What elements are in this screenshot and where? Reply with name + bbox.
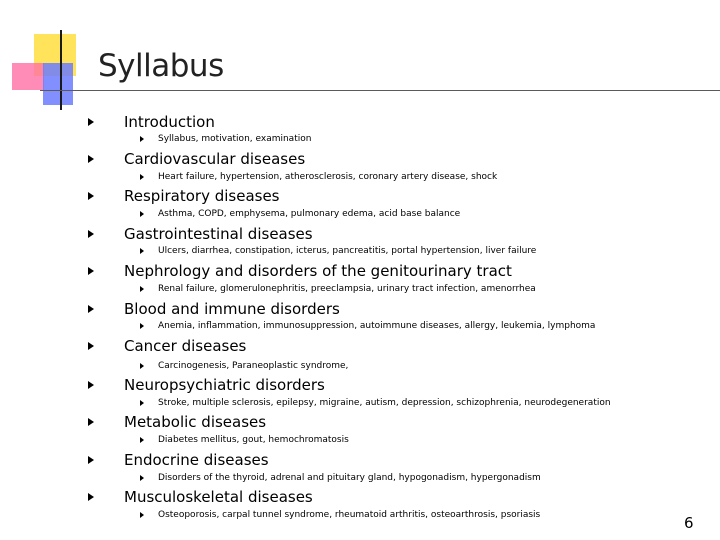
bullet-arrow-icon [88,381,94,389]
bullet-arrow-icon [140,437,144,443]
topic-label: Respiratory diseases [124,187,280,205]
bullet-arrow-icon [140,174,144,180]
subtopic-label: Ulcers, diarrhea, constipation, icterus, pancreatitis, portal hypertension, liver failure [158,246,537,256]
slide-title: Syllabus [98,48,224,84]
bullet-arrow-icon [88,118,94,126]
bullet-arrow-icon [88,305,94,313]
bullet-arrow-icon [140,211,144,217]
topic-label: Cancer diseases [124,337,247,355]
bullet-arrow-icon [140,248,144,254]
bullet-arrow-icon [140,136,144,142]
subtopic-item [140,207,460,221]
topic-label: Gastrointestinal diseases [124,225,313,243]
subtopic-label: Carcinogenesis, Paraneoplastic syndrome, [158,361,349,371]
topic-label: Endocrine diseases [124,451,269,469]
topic-item [88,487,313,507]
bullet-arrow-icon [88,267,94,275]
subtopic-label: Syllabus, motivation, examination [158,134,312,144]
bullet-arrow-icon [88,230,94,238]
subtopic-label: Stroke, multiple sclerosis, epilepsy, migraine, autism, depression, schizophrenia, neurodegeneration [158,398,611,408]
topic-item [88,112,215,132]
topic-item [88,336,246,356]
topic-item [88,299,340,319]
subtopic-item [140,471,541,485]
decor-vertical-line [60,30,62,110]
topic-label: Blood and immune disorders [124,300,340,318]
subtopic-label: Asthma, COPD, emphysema, pulmonary edema, acid base balance [158,209,461,219]
topic-item [88,224,313,244]
topic-label: Musculoskeletal diseases [124,488,313,506]
subtopic-label: Osteoporosis, carpal tunnel syndrome, rheumatoid arthritis, osteoarthrosis, psoriasis [158,510,541,520]
subtopic-item [140,282,536,296]
topic-label: Nephrology and disorders of the genitourinary tract [124,262,512,280]
bullet-arrow-icon [88,342,94,350]
bullet-arrow-icon [140,323,144,329]
subtopic-label: Anemia, inflammation, immunosuppression, autoimmune diseases, allergy, leukemia, lymphoma [158,321,596,331]
bullet-arrow-icon [140,363,144,369]
subtopic-item [140,132,311,146]
subtopic-item [140,319,595,333]
subtopic-label: Disorders of the thyroid, adrenal and pituitary gland, hypogonadism, hypergonadism [158,473,541,483]
topic-label: Cardiovascular diseases [124,150,306,168]
subtopic-item [140,433,349,447]
page-number: 6 [684,514,694,532]
bullet-arrow-icon [140,512,144,518]
bullet-arrow-icon [140,400,144,406]
topic-label: Introduction [124,113,215,131]
bullet-arrow-icon [88,155,94,163]
subtopic-label: Diabetes mellitus, gout, hemochromatosis [158,435,349,445]
topic-label: Metabolic diseases [124,413,267,431]
bullet-arrow-icon [88,418,94,426]
bullet-arrow-icon [88,456,94,464]
subtopic-item [140,170,497,184]
subtopic-item [140,508,540,522]
bullet-arrow-icon [88,192,94,200]
decor-pink-square [12,63,44,90]
subtopic-item [140,244,536,258]
topic-label: Neuropsychiatric disorders [124,376,325,394]
topic-item [88,186,280,206]
title-underline [40,90,720,91]
topic-item [88,261,512,281]
topic-item [88,412,266,432]
subtopic-item [140,396,611,410]
bullet-arrow-icon [88,493,94,501]
topic-item [88,149,305,169]
decor-blue-square [43,63,73,105]
subtopic-label: Renal failure, glomerulonephritis, preeclampsia, urinary tract infection, amenorrhea [158,284,536,294]
topic-item [88,450,269,470]
bullet-arrow-icon [140,475,144,481]
subtopic-label: Heart failure, hypertension, atherosclerosis, coronary artery disease, shock [158,172,498,182]
subtopic-item [140,359,348,373]
topic-item [88,375,325,395]
bullet-arrow-icon [140,286,144,292]
